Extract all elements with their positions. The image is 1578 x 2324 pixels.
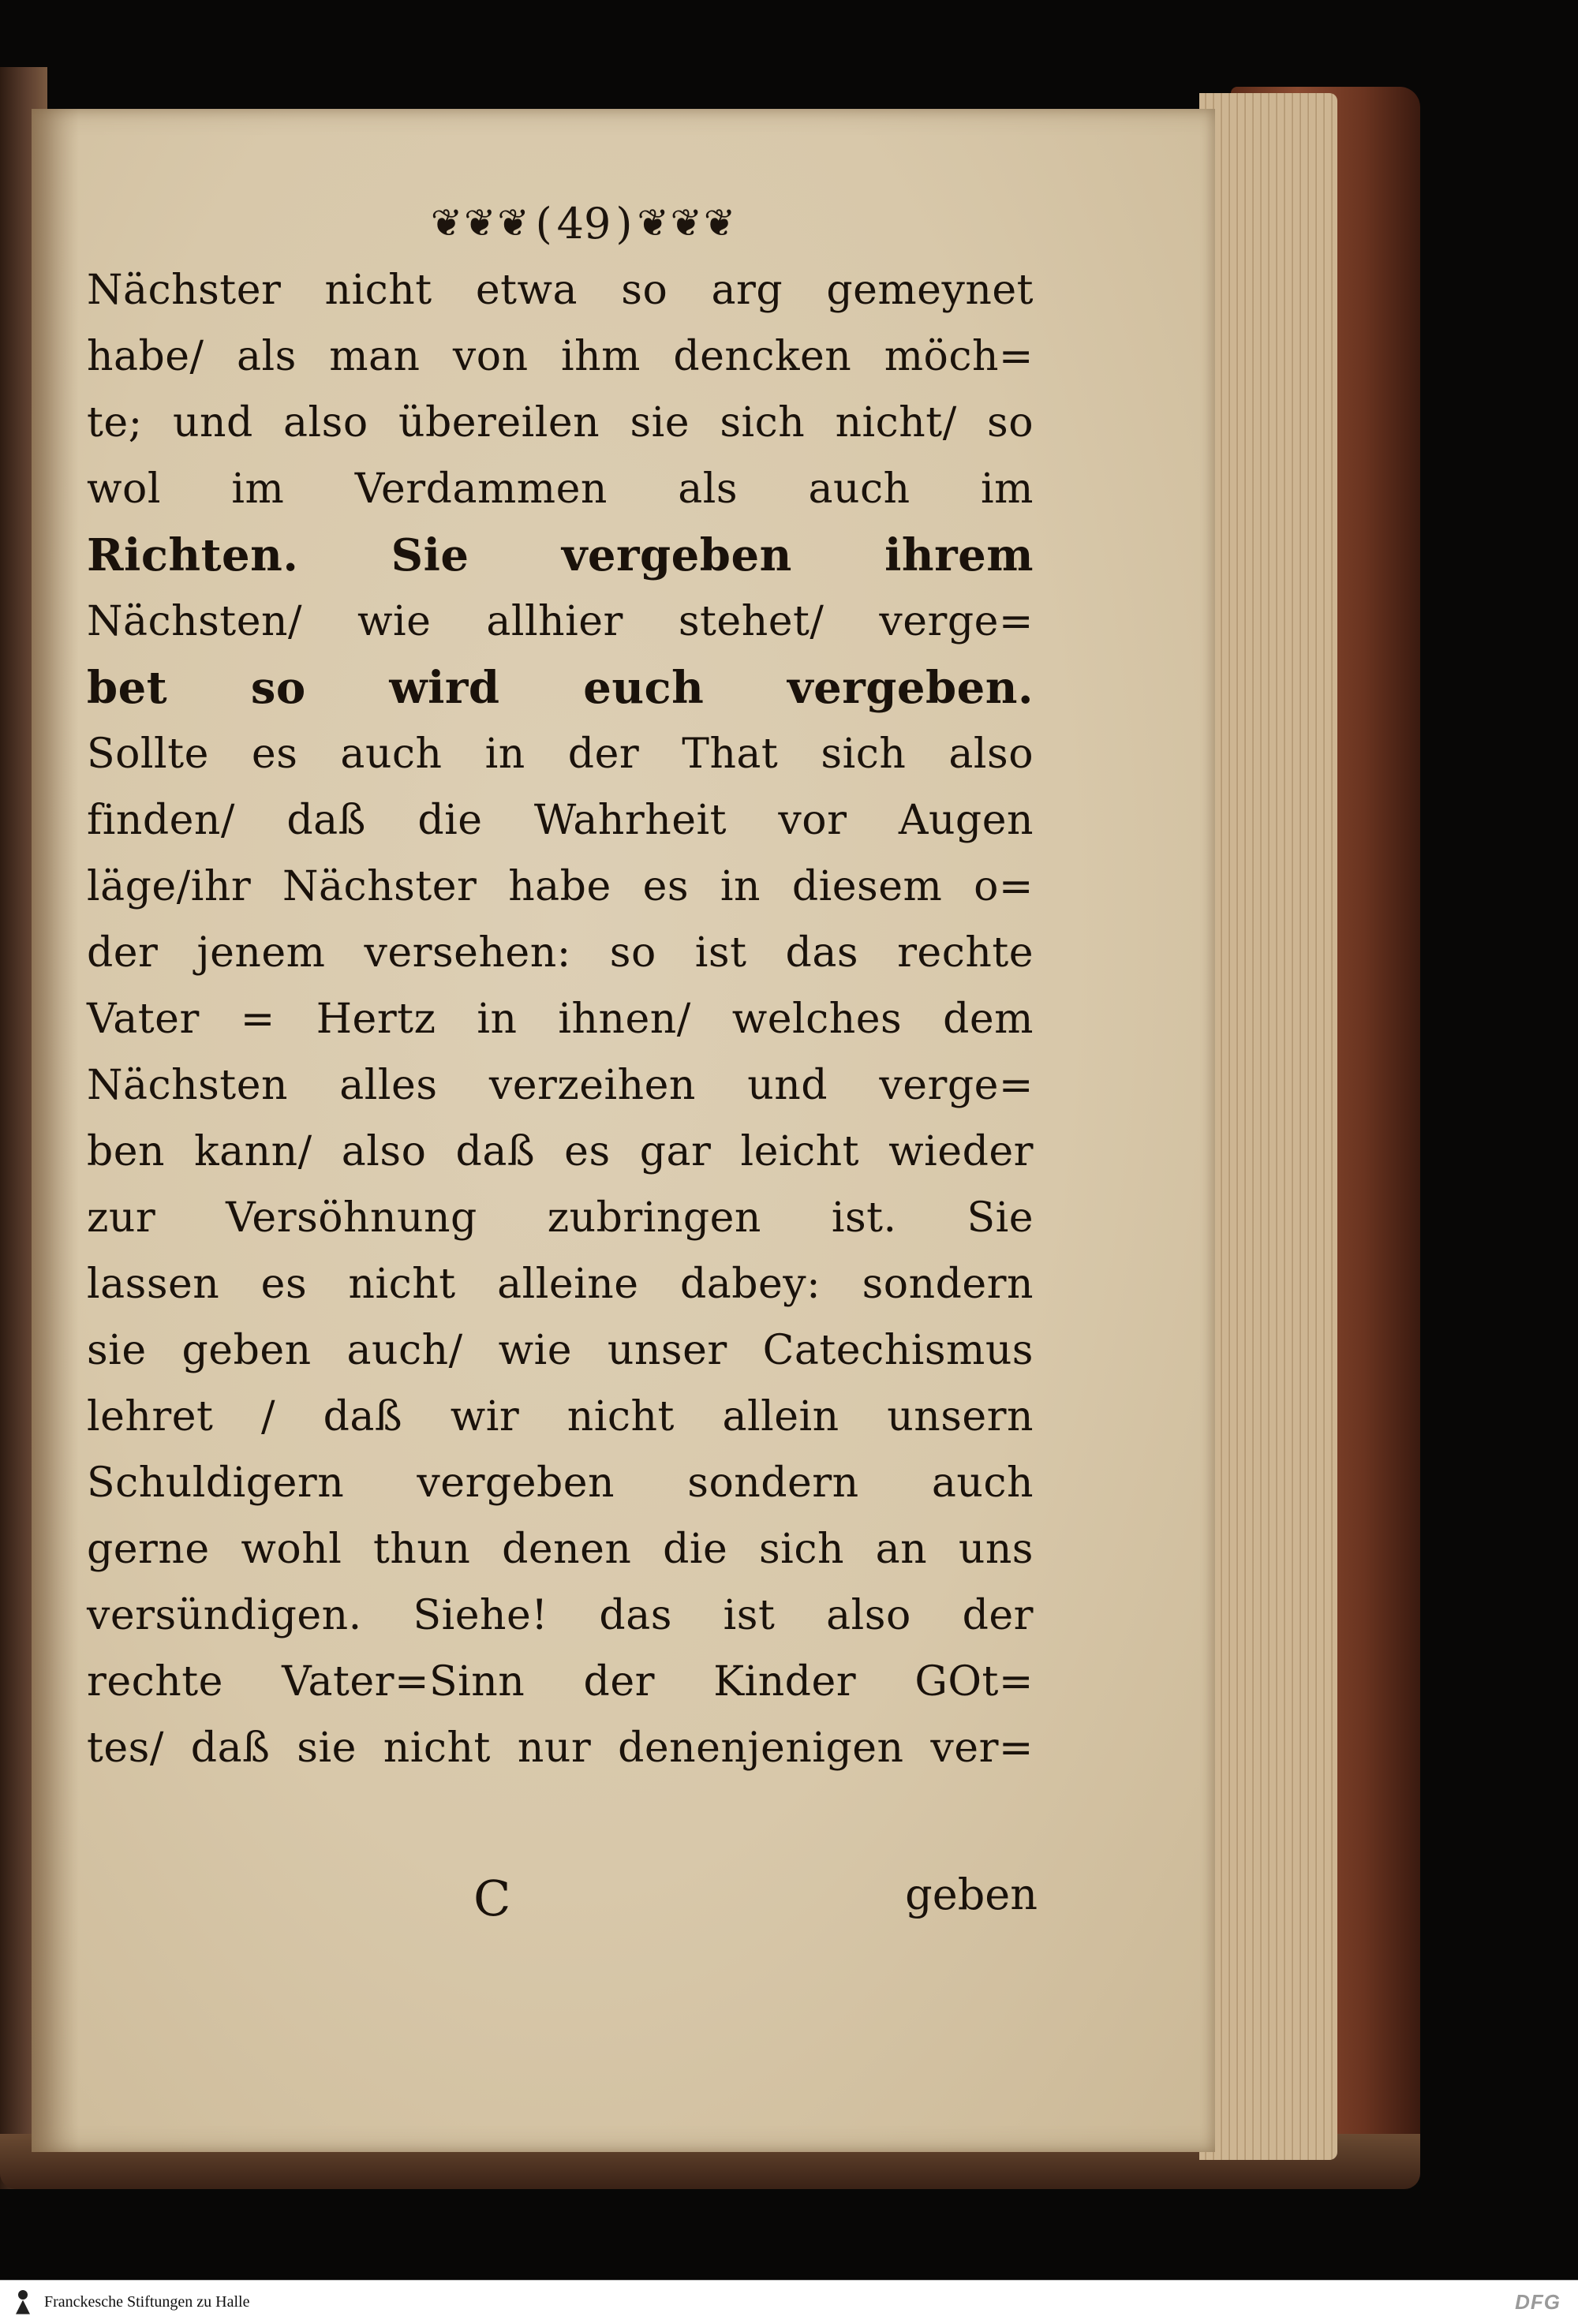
ornament-left-icon: ❦❦❦ [430, 201, 531, 245]
book-page [32, 109, 1215, 2152]
text-line: lehret / daß wir nicht allein unsern [87, 1393, 1034, 1440]
footer-left [0, 2289, 249, 2317]
dfg-logo: DFG [1515, 2290, 1561, 2314]
text-line: ben kann/ also daß es gar leicht wieder [87, 1128, 1034, 1175]
page-edges [1199, 93, 1337, 2160]
catchword-row [473, 1870, 1038, 1941]
institution-name: Franckesche Stiftungen zu Halle [44, 2293, 250, 2311]
page-number: 49 [556, 198, 611, 248]
text-line: Nächster nicht etwa so arg gemeynet [87, 267, 1034, 314]
page-header [379, 192, 789, 255]
text-line: rechte Vater=Sinn der Kinder GOt= [87, 1658, 1034, 1706]
page-gutter [32, 109, 79, 2152]
text-line: läge/ihr Nächster habe es in diesem o= [87, 863, 1034, 910]
text-line: Nächsten/ wie allhier stehet/ verge= [87, 598, 1034, 645]
text-line: sie geben auch/ wie unser Catechismus [87, 1327, 1034, 1374]
body-text [87, 257, 1034, 1781]
text-line: Richten. Sie vergeben ihrem [87, 529, 1034, 581]
catchword: geben [905, 1870, 1038, 1919]
text-line: te; und also übereilen sie sich nicht/ so [87, 399, 1034, 446]
text-line: finden/ daß die Wahrheit vor Augen [87, 797, 1034, 844]
text-line: gerne wohl thun denen die sich an uns [87, 1526, 1034, 1573]
text-line: der jenem versehen: so ist das rechte [87, 929, 1034, 977]
text-line: tes/ daß sie nicht nur denenjenigen ver= [87, 1724, 1034, 1772]
institution-logo-icon [11, 2289, 35, 2317]
text-line: habe/ als man von ihm dencken möch= [87, 333, 1034, 380]
text-line: Vater = Hertz in ihnen/ welches dem [87, 996, 1034, 1043]
header-paren-open: ( [535, 198, 552, 248]
ornament-right-icon: ❦❦❦ [637, 201, 738, 245]
text-line: wol im Verdammen als auch im [87, 465, 1034, 513]
text-line: Schuldigern vergeben sondern auch [87, 1459, 1034, 1507]
text-line: versündigen. Siehe! das ist also der [87, 1592, 1034, 1639]
text-line: Nächsten alles verzeihen und verge= [87, 1062, 1034, 1109]
text-line: Sollte es auch in der That sich also [87, 730, 1034, 778]
text-line: lassen es nicht alleine dabey: sondern [87, 1261, 1034, 1308]
text-line: bet so wird euch vergeben. [87, 662, 1034, 714]
signature-mark: C [473, 1870, 511, 1927]
footer-bar [0, 2280, 1578, 2324]
text-line: zur Versöhnung zubringen ist. Sie [87, 1194, 1034, 1242]
header-paren-close: ) [615, 198, 633, 248]
